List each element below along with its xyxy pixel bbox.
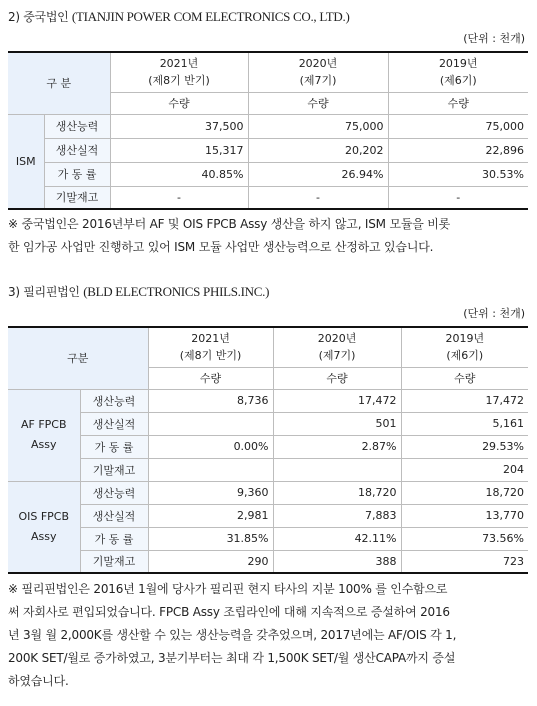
table-row [8,458,528,481]
value-cell: 17,472 [401,389,528,412]
value-cell: 7,883 [273,504,401,527]
value-cell: 5,161 [401,412,528,435]
value-cell: 0.00% [148,435,273,458]
table-row [8,504,528,527]
row-label: 기말재고 [80,550,148,573]
section2-note [8,578,528,693]
qty-header: 수량 [401,367,528,389]
value-cell: 42.11% [273,527,401,550]
value-cell: 15,317 [110,138,248,162]
value-cell: 290 [148,550,273,573]
value-cell [148,412,273,435]
category-header: 구분 [8,327,148,389]
table-row [8,186,528,209]
section1-title-prefix: 2) 중국법인 [8,10,69,24]
value-cell: 31.85% [148,527,273,550]
value-cell [273,458,401,481]
row-label: 생산실적 [44,138,110,162]
value-cell: - [388,186,528,209]
value-cell: 2,981 [148,504,273,527]
value-cell: 18,720 [273,481,401,504]
philippines-production-table [8,326,528,574]
table-row [8,389,528,412]
row-label: 생산실적 [80,504,148,527]
period-header: 2019년 (제6기) [401,327,528,367]
section1-note [8,213,528,259]
value-cell: 9,360 [148,481,273,504]
value-cell: 17,472 [273,389,401,412]
note-line: 써 자회사로 편입되었습니다. FPCB Assy 조립라인에 대해 지속적으로 증설하여 2016 [8,605,450,619]
table-row [8,138,528,162]
qty-header: 수량 [248,92,388,114]
row-label: 생산능력 [44,114,110,138]
qty-header: 수량 [273,367,401,389]
row-label: 기말재고 [80,458,148,481]
qty-header: 수량 [110,92,248,114]
section2-title-en: (BLD ELECTRONICS PHILS.INC.) [83,284,270,299]
row-label: 생산능력 [80,389,148,412]
header-row [8,327,528,367]
value-cell: 204 [401,458,528,481]
period-header: 2021년 (제8기 반기) [148,327,273,367]
note-line: 년 3월 월 2,000K를 생산할 수 있는 생산능력을 갖추었으며, 2017년에는 AF/OIS 각 1, [8,628,457,642]
period-header: 2019년 (제6기) [388,52,528,92]
value-cell: 37,500 [110,114,248,138]
table-row [8,114,528,138]
value-cell: 29.53% [401,435,528,458]
qty-header: 수량 [388,92,528,114]
section2-title [8,283,269,300]
value-cell: 723 [401,550,528,573]
period-header: 2020년 (제7기) [273,327,401,367]
value-cell: 388 [273,550,401,573]
value-cell: 26.94% [248,162,388,186]
note-line: 200K SET/월로 증가하였고, 3분기부터는 최대 각 1,500K SET/월 생산CAPA까지 증설 [8,651,456,665]
value-cell: - [248,186,388,209]
category-header: 구 분 [8,52,110,114]
section1-title [8,8,349,25]
section1-title-en: (TIANJIN POWER COM ELECTRONICS CO., LTD.) [71,9,350,24]
row-label: 가 동 률 [80,527,148,550]
section2-title-prefix: 3) 필리핀법인 [8,285,80,299]
row-label: 가 동 률 [44,162,110,186]
note-line: ※ 필리핀법인은 2016년 1월에 당사가 필리핀 현지 타사의 지분 100% 를 인수함으로 [8,582,448,596]
row-label: 가 동 률 [80,435,148,458]
value-cell: 30.53% [388,162,528,186]
value-cell [148,458,273,481]
group-label: ISM [8,114,44,209]
row-label: 생산실적 [80,412,148,435]
section1-unit: (단위 : 천개) [463,32,525,45]
table-row [8,435,528,458]
period-header: 2020년 (제7기) [248,52,388,92]
group-label: AF FPCB Assy [8,389,80,481]
note-line: 한 임가공 사업만 진행하고 있어 ISM 모듈 사업만 생산능력으로 산정하고 있습니다. [8,240,434,254]
value-cell: 501 [273,412,401,435]
value-cell: 22,896 [388,138,528,162]
china-production-table [8,51,528,210]
value-cell: 40.85% [110,162,248,186]
value-cell: 20,202 [248,138,388,162]
qty-header: 수량 [148,367,273,389]
value-cell: 2.87% [273,435,401,458]
section2-unit: (단위 : 천개) [463,307,525,320]
value-cell: 8,736 [148,389,273,412]
table-row [8,481,528,504]
header-row [8,52,528,92]
value-cell: 18,720 [401,481,528,504]
row-label: 생산능력 [80,481,148,504]
table-row [8,412,528,435]
table-row [8,527,528,550]
table-row [8,162,528,186]
table-row [8,550,528,573]
note-line: 하였습니다. [8,674,69,688]
value-cell: 75,000 [248,114,388,138]
value-cell: 13,770 [401,504,528,527]
value-cell: 75,000 [388,114,528,138]
value-cell: - [110,186,248,209]
note-line: ※ 중국법인은 2016년부터 AF 및 OIS FPCB Assy 생산을 하지 않고, ISM 모듈을 비롯 [8,217,451,231]
group-label: OIS FPCB Assy [8,481,80,573]
row-label: 기말재고 [44,186,110,209]
period-header: 2021년 (제8기 반기) [110,52,248,92]
value-cell: 73.56% [401,527,528,550]
